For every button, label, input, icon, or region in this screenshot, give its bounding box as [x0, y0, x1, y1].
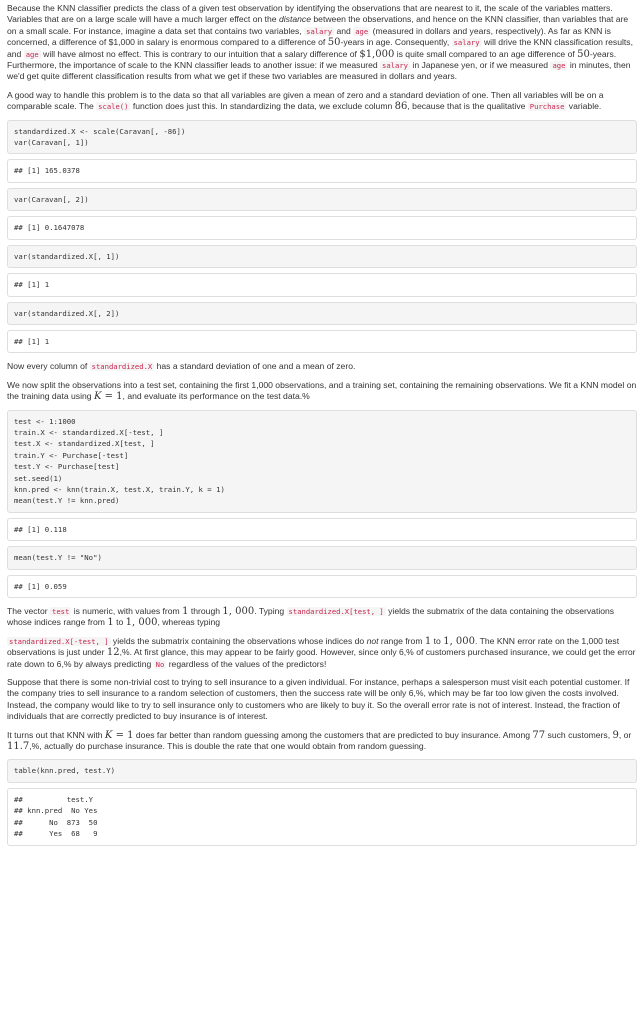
output-table-block: ## test.Y ## knn.pred No Yes ## No 873 50 ## Yes 68 9 — [7, 788, 637, 846]
code-block: var(standardized.X[, 1]) — [7, 245, 637, 268]
output-block: ## [1] 0.1647078 — [7, 216, 637, 239]
paragraph-test-vector: The vector test is numeric, with values from 1 through 1, 000. Typing standardized.X[test, ] yields the submatrix of the data containing the observations whose indices range from 1 to 1, 000, whereas typing — [7, 606, 615, 629]
inline-code-standardized: standardized.X — [91, 362, 153, 372]
inline-code-salary: salary — [382, 61, 409, 71]
output-block: ## [1] 0.118 — [7, 518, 637, 541]
inline-code-submatrix: standardized.X[test, ] — [288, 607, 384, 616]
paragraph-scale-intro: Because the KNN classifier predicts the class of a given test observation by identifying the observations that are nearest to it, the scale of the variables matters. Variables that are on a large scale will have a much larger effect on the distance between the observations, and hence on the KNN classifier, than variables that are on a small scale. For instance, imagine a data set that contains two variables, salary and age (measured in dollars and years, respectively). As far as KNN is concerned, a difference of $1,000 in salary is enormous compared to a difference of 50-years in age. Consequently, salary will drive the KNN classification results, and age will have almost no effect. This is contrary to our intuition that a salary difference of $1,000 is quite small compared to an age difference of 50-years. Furthermore, the importance of scale to the KNN classifier leads to another issue: if we measured salary in Japanese yen, or if we measured age in minutes, then we'd get quite different classification results from what we get if these two variables are measured in dollars and years. — [7, 3, 633, 82]
output-block: ## [1] 0.059 — [7, 575, 637, 598]
paragraph-std-result: Now every column of standardized.X has a standard deviation of one and a mean of zero. — [7, 361, 356, 372]
inline-code-scale: scale() — [98, 102, 129, 112]
inline-code-age: age — [552, 61, 566, 71]
code-block-knn: test <- 1:1000 train.X <- standardized.X[-test, ] test.X <- standardized.X[test, ] train.Y <- Purchase[-test] test.Y <- Purchase[test] set.seed(1) knn.pred <- knn(train.X, test.X, train.Y, k = 1) mean(test.Y != knn.pred) — [7, 410, 637, 513]
output-block: ## [1] 165.0378 — [7, 159, 637, 182]
output-block: ## [1] 1 — [7, 273, 637, 296]
inline-code-test: test — [52, 607, 70, 616]
inline-code-no: No — [155, 659, 165, 669]
inline-code-salary: salary — [453, 38, 480, 48]
code-block: var(standardized.X[, 2]) — [7, 302, 637, 325]
inline-code-submatrix-neg: standardized.X[-test, ] — [9, 636, 109, 646]
inline-code-purchase: Purchase — [529, 102, 565, 112]
paragraph-cost: Suppose that there is some non-trivial cost to trying to sell insurance to a given individual. For instance, perhaps a salesperson must visit each potential customer. If the company tries to sell insurance to a random selection of customers, then the success rate will be only 6,%, which may be far too low given the costs involved. Instead, the company would like to try to sell insurance only to customers who are likely to buy it. So the overall error rate is not of interest. Instead, the fraction of individuals that are correctly predicted to buy insurance is of interest. — [7, 677, 630, 722]
inline-code-age: age — [355, 26, 369, 36]
paragraph-split: We now split the observations into a test set, containing the first 1,000 observations, and a training set, containing the remaining observations. We fit a KNN model on the training data using K = 1, and evaluate its performance on the test data.% — [7, 379, 637, 403]
output-block: ## [1] 1 — [7, 330, 637, 353]
code-block: table(knn.pred, test.Y) — [7, 759, 637, 782]
inline-code-age: age — [25, 49, 39, 59]
paragraph-knn-better: It turns out that KNN with K = 1 does far better than random guessing among the customers that are predicted to buy insurance. Among 77 such customers, 9, or 11.7,%, actually do purchase insurance. This is double the rate that one would obtain from random guessing. — [7, 729, 632, 753]
paragraph-error-rate: standardized.X[-test, ] yields the submatrix containing the observations whose indices do not range from 1 to 1, 000. The KNN error rate on the 1,000 test observations is just under 12,%. At first glance, this may appear to be fairly good. However, since only 6,% of customers purchased insurance, we could get the error rate down to 6,% by always predicting No regardless of the values of the predictors! — [7, 635, 636, 669]
code-block: mean(test.Y != "No") — [7, 546, 637, 569]
paragraph-standardize: A good way to handle this problem is to the data so that all variables are given a mean of zero and a standard deviation of one. Then all variables will be on a comparable scale. The scale() function does just this. In standardizing the data, we exclude column 86, because that is the qualitative Purchase variable. — [7, 89, 604, 113]
code-block: var(Caravan[, 2]) — [7, 188, 637, 211]
code-block: standardized.X <- scale(Caravan[, -86]) var(Caravan[, 1]) — [7, 120, 637, 155]
inline-code-salary: salary — [306, 26, 333, 36]
